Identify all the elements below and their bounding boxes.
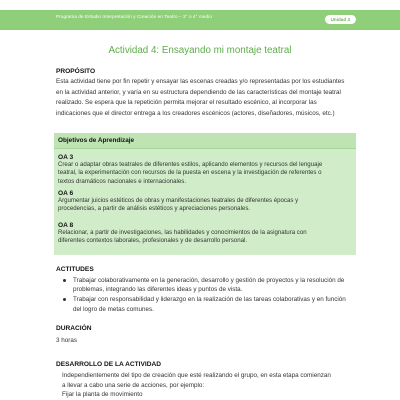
attitude-item (56, 295, 356, 313)
attitude-line: Trabajar con responsabilidad y liderazgo en la realización de las tareas colaborativas y en función (73, 296, 346, 304)
attitude-item (56, 276, 356, 294)
duration-section (56, 325, 356, 347)
attitudes-section (56, 266, 356, 315)
development-section (56, 361, 356, 400)
objectives-heading: Objetivos de Aprendizaje (58, 137, 135, 144)
duration-heading: DURACIÓN (56, 325, 92, 332)
objective-code: OA 3 (58, 154, 74, 161)
objective-item (58, 190, 352, 214)
objective-text (58, 197, 352, 214)
objective-line: textos dramáticos nacionales e internacionales. (58, 177, 187, 185)
objective-item (58, 154, 352, 186)
objective-item (58, 222, 352, 246)
development-line: Independientemente del tipo de creación que esté realizando el grupo, en esta etapa comienzan (62, 372, 331, 379)
objective-line: diferentes contextos laborales, profesionales y de desarrollo personal. (58, 237, 248, 245)
objective-line: Crear o adaptar obras teatrales de diferentes estilos, aplicando elementos y recursos del lenguaje (58, 161, 323, 168)
attitude-line: del logro de metas comunes. (73, 305, 154, 313)
objective-line: Relacionar, a partir de investigaciones, las habilidades y conocimientos de la asignatura con (58, 229, 307, 236)
development-text (56, 371, 356, 400)
learning-objectives-box (54, 133, 356, 255)
header-bar (0, 0, 400, 38)
objective-line: procedencias, a partir de análisis estéticos y apreciaciones personales. (58, 205, 251, 213)
purpose-line: en la actividad anterior, y varía en su estructura dependiendo de las características del montaje teatral (56, 88, 341, 96)
purpose-line: realizado. Se espera que la repetición permita mejorar el resultado escénico, al incorporar las (56, 99, 317, 106)
duration-value: 3 horas (56, 337, 78, 344)
objectives-header (54, 133, 356, 149)
attitudes-heading: ACTITUDES (56, 266, 94, 273)
attitude-line: problemas, integrando las diferentes ideas y puntos de vista. (73, 286, 243, 294)
development-line: a llevar a cabo una serie de acciones, por ejemplo: (62, 381, 205, 389)
attitudes-list (56, 276, 356, 314)
bullet-icon (63, 279, 66, 282)
bullet-icon (63, 298, 66, 301)
objective-text (58, 229, 352, 246)
objective-code: OA 6 (58, 190, 74, 197)
program-name: Programa de Estudio Interpretación y Creación en Teatro – 3° o 4° medio (56, 14, 212, 19)
objective-code: OA 8 (58, 222, 74, 229)
objective-line: Argumentar juicios estéticos de obras y manifestaciones teatrales de diferentes épocas y (58, 197, 299, 204)
purpose-section (56, 68, 356, 119)
unit-badge: Unidad 3 (325, 15, 356, 24)
objective-text (58, 161, 352, 186)
objective-line: teatral, la experimentación con recursos de la puesta en escena y la investigación de referentes o (58, 169, 322, 177)
purpose-text (56, 77, 356, 119)
purpose-line: indicaciones que el director entrega a los creadores escénicos (actores, diseñadores, músicos, etc.) (56, 109, 335, 117)
development-line: Fijar la planta de movimiento (62, 391, 143, 398)
purpose-line: Esta actividad tiene por fin repetir y ensayar las escenas creadas y/o representadas por los estudiantes (56, 78, 345, 85)
attitude-line: Trabajar colaborativamente en la generación, desarrollo y gestión de proyectos y la resolución de (73, 277, 345, 284)
activity-title: Actividad 4: Ensayando mi montaje teatral (108, 45, 292, 56)
development-heading: DESARROLLO DE LA ACTIVIDAD (56, 361, 162, 368)
purpose-heading: PROPÓSITO (56, 68, 96, 75)
